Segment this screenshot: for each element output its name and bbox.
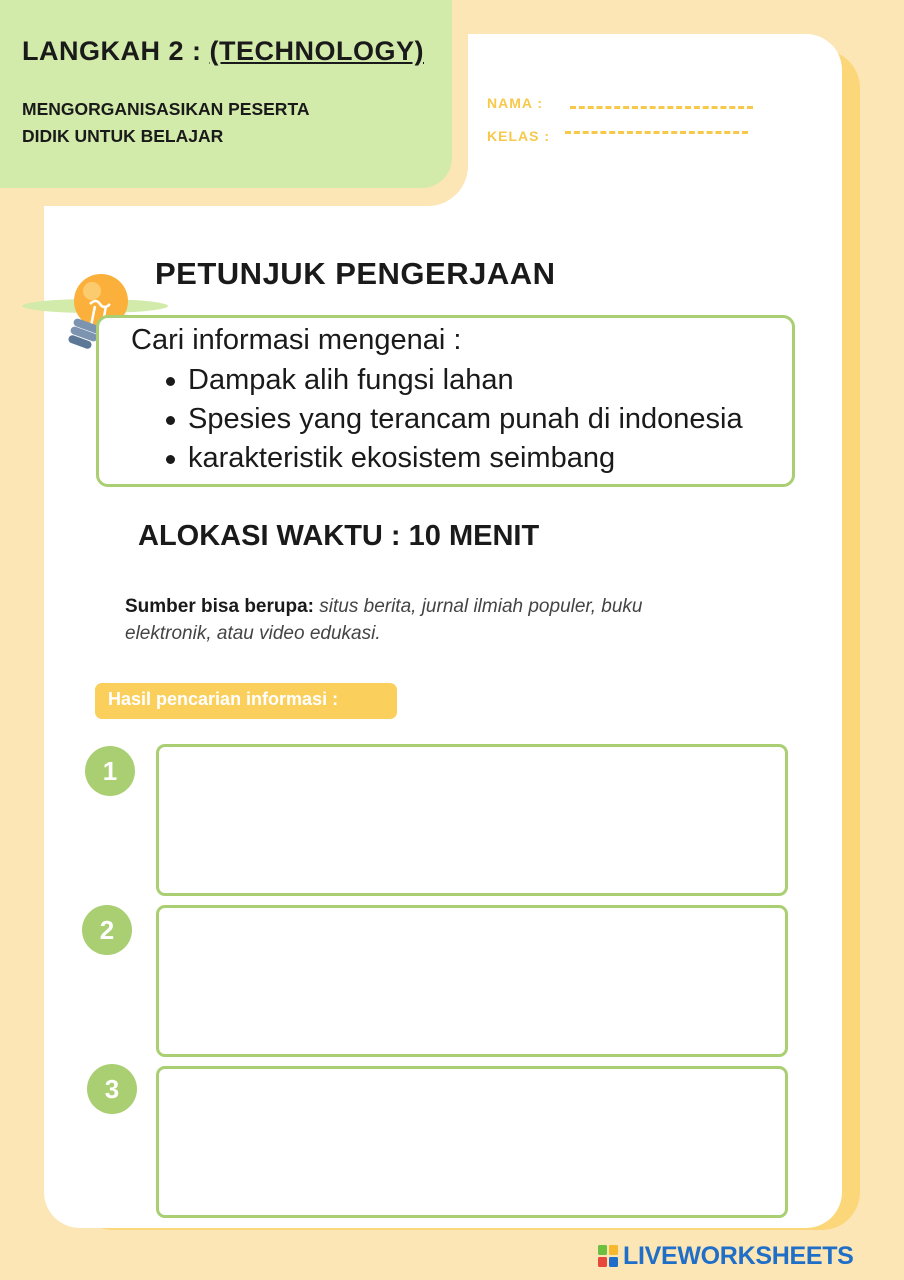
answer-number-2: 2: [82, 905, 132, 955]
step-title: [22, 36, 424, 67]
results-label-badge: [95, 683, 397, 719]
step-subtitle: [22, 96, 442, 150]
answer-number-1: 1: [85, 746, 135, 796]
list-item: Dampak alih fungsi lahan: [160, 361, 743, 400]
name-label: NAMA :: [487, 95, 544, 111]
class-input-line[interactable]: [565, 131, 748, 134]
answer-box-2[interactable]: [156, 905, 788, 1057]
liveworksheets-logo-icon: [597, 1244, 619, 1268]
answer-box-1[interactable]: [156, 744, 788, 896]
brand-name: LIVEWORKSHEETS: [623, 1241, 854, 1270]
instructions-intro: Cari informasi mengenai :: [131, 324, 462, 356]
answer-number-3: 3: [87, 1064, 137, 1114]
source-note-label: Sumber bisa berupa:: [125, 596, 314, 617]
results-label: Hasil pencarian informasi :: [108, 689, 339, 709]
step-header: [0, 0, 452, 188]
answer-box-3[interactable]: [156, 1066, 788, 1218]
liveworksheets-logo: [597, 1243, 854, 1269]
step-title-prefix: LANGKAH 2 :: [22, 36, 210, 66]
source-note: [125, 593, 725, 647]
step-subtitle-line: MENGORGANISASIKAN PESERTA: [22, 99, 310, 119]
step-subtitle-line: DIDIK UNTUK BELAJAR: [22, 126, 224, 146]
instructions-heading: PETUNJUK PENGERJAAN: [155, 256, 556, 291]
list-item: karakteristik ekosistem seimbang: [160, 439, 743, 478]
class-label: KELAS :: [487, 128, 550, 144]
instructions-list: [160, 361, 743, 478]
source-note-text: situs berita, jurnal ilmiah populer, buku elektronik, atau video edukasi.: [125, 596, 643, 644]
name-input-line[interactable]: [570, 106, 753, 109]
step-title-emphasis: (TECHNOLOGY): [209, 36, 424, 66]
time-allocation: ALOKASI WAKTU : 10 MENIT: [138, 520, 540, 552]
list-item: Spesies yang terancam punah di indonesia: [160, 400, 743, 439]
